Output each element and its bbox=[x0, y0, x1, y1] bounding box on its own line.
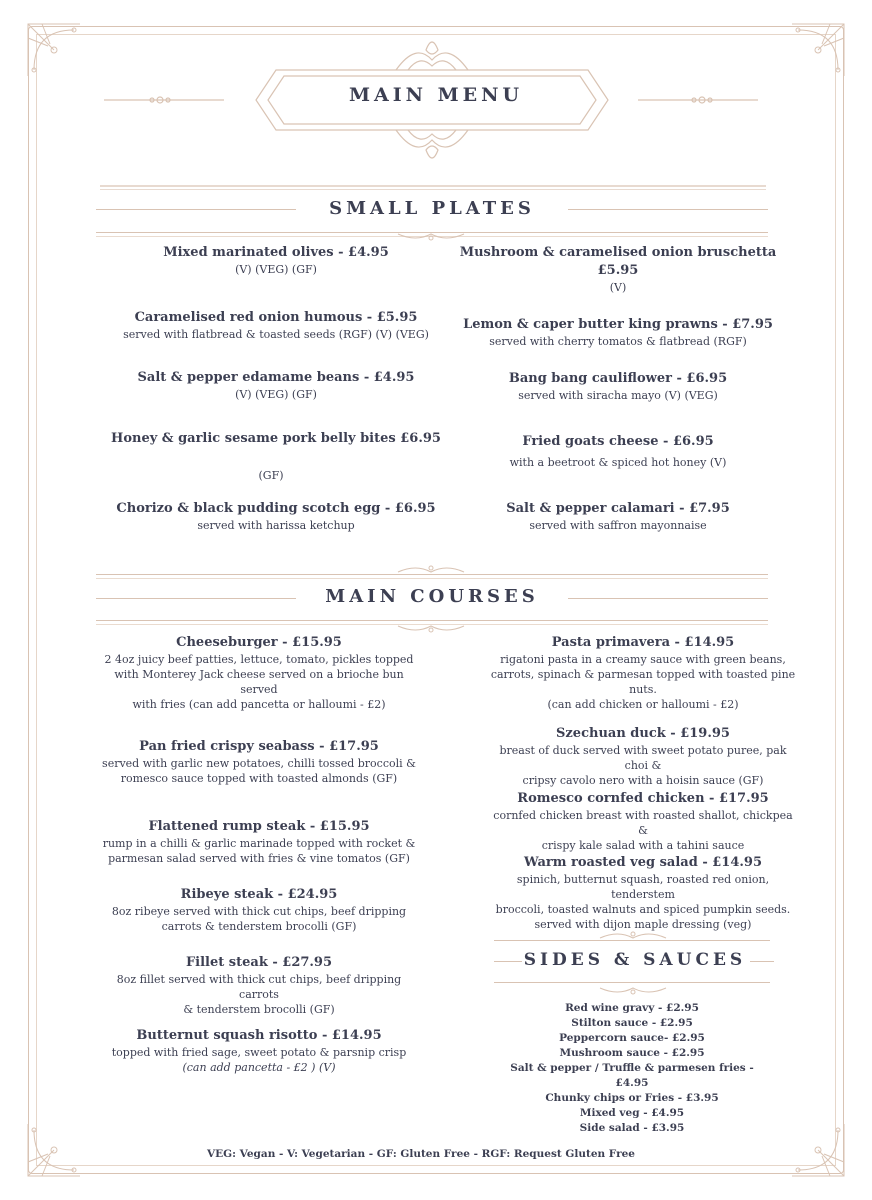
list-item: Red wine gravy - £2.95 bbox=[565, 1002, 699, 1014]
list-item: Ribeye steak - £24.95 8oz ribeye served with thick cut chips, beef dripping carrots & tenderstem brocolli (GF) bbox=[111, 887, 407, 933]
list-item: Salt & pepper edamame beans - £4.95 (V) (VEG) (GF) bbox=[137, 370, 415, 401]
list-item: Caramelised red onion humous - £5.95 served with flatbread & toasted seeds (RGF) (V) (VEG) bbox=[123, 310, 429, 341]
sides-list bbox=[494, 1001, 770, 1136]
sides-title: SIDES & SAUCES bbox=[523, 950, 747, 970]
list-item: Flattened rump steak - £15.95 rump in a chilli & garlic marinade topped with rocket & parmesan salad served with fries & vine tomatos (GF) bbox=[102, 819, 416, 865]
list-item: Butternut squash risotto - £14.95 topped with fried sage, sweet potato & parsnip crisp (can add pancetta - £2 ) (V) bbox=[111, 1028, 407, 1074]
list-item: Stilton sauce - £2.95 bbox=[571, 1017, 693, 1029]
title-ornament bbox=[100, 30, 772, 190]
list-item: Salt & pepper calamari - £7.95 served with saffron mayonnaise bbox=[506, 501, 730, 532]
sides-rule-top bbox=[494, 940, 770, 941]
list-item: Honey & garlic sesame pork belly bites £6.95 (GF) bbox=[111, 431, 441, 482]
list-item: Pan fried crispy seabass - £17.95 served with garlic new potatoes, chilli tossed broccoli & romesco sauce topped with toasted almonds (GF) bbox=[102, 739, 416, 785]
list-item: Side salad - £3.95 bbox=[579, 1122, 685, 1134]
sides-side-line bbox=[750, 961, 774, 962]
list-item: Chorizo & black pudding scotch egg - £6.95 served with harissa ketchup bbox=[116, 501, 436, 532]
main-courses-title: MAIN COURSES bbox=[325, 586, 539, 607]
list-item: Peppercorn sauce- £2.95 bbox=[559, 1032, 705, 1044]
list-item: Cheeseburger - £15.95 2 4oz juicy beef patties, lettuce, tomato, pickles topped with Monterey Jack cheese served on a brioche bun served with fries (can add pancetta or halloumi - £2) bbox=[104, 635, 414, 711]
list-item: Romesco cornfed chicken - £17.95 cornfed chicken breast with roasted shallot, chickpea & crispy kale salad with a tahini sauce bbox=[493, 791, 793, 852]
list-item: Pasta primavera - £14.95 rigatoni pasta in a creamy sauce with green beans, carrots, spinach & parmesan topped with toasted pine nuts. (can add chicken or halloumi - £2) bbox=[490, 635, 796, 711]
list-item: Fried goats cheese - £6.95 with a beetroot & spiced hot honey (V) bbox=[509, 434, 727, 469]
list-item: Warm roasted veg salad - £14.95 spinich, butternut squash, roasted red onion, tenderstem broccoli, toasted walnuts and spiced pumpkin seeds. served with dijon maple dressing (veg) bbox=[495, 855, 791, 931]
divider-flourish bbox=[598, 984, 668, 998]
sides-rule-bottom bbox=[494, 982, 770, 983]
list-item: Mushroom sauce - £2.95 bbox=[559, 1047, 705, 1059]
list-item: Mixed marinated olives - £4.95 (V) (VEG) (GF) bbox=[163, 245, 389, 276]
small-plates-title: SMALL PLATES bbox=[329, 198, 535, 219]
corner-ornament-top-right bbox=[788, 20, 848, 80]
list-item: Mixed veg - £4.95 bbox=[579, 1107, 685, 1119]
sides-side-line bbox=[494, 961, 522, 962]
list-item: Chunky chips or Fries - £3.95 bbox=[545, 1092, 719, 1104]
list-item: Bang bang cauliflower - £6.95 served with siracha mayo (V) (VEG) bbox=[508, 371, 728, 402]
list-item: Salt & pepper / Truffle & parmesen fries - £4.95 bbox=[510, 1062, 754, 1089]
page-title: MAIN MENU bbox=[348, 84, 524, 106]
corner-ornament-top-left bbox=[24, 20, 84, 80]
list-item: Fillet steak - £27.95 8oz fillet served with thick cut chips, beef dripping carrots & tenderstem brocolli (GF) bbox=[116, 955, 402, 1016]
list-item: Szechuan duck - £19.95 breast of duck served with sweet potato puree, pak choi & cripsy cavolo nero with a hoisin sauce (GF) bbox=[499, 726, 787, 787]
dietary-key-footer: VEG: Vegan - V: Vegetarian - GF: Gluten Free - RGF: Request Gluten Free bbox=[207, 1148, 635, 1160]
list-item: Lemon & caper butter king prawns - £7.95 served with cherry tomatos & flatbread (RGF) bbox=[463, 317, 773, 348]
list-item: Mushroom & caramelised onion bruschetta £5.95 (V) bbox=[459, 245, 777, 294]
divider-flourish bbox=[396, 230, 466, 244]
